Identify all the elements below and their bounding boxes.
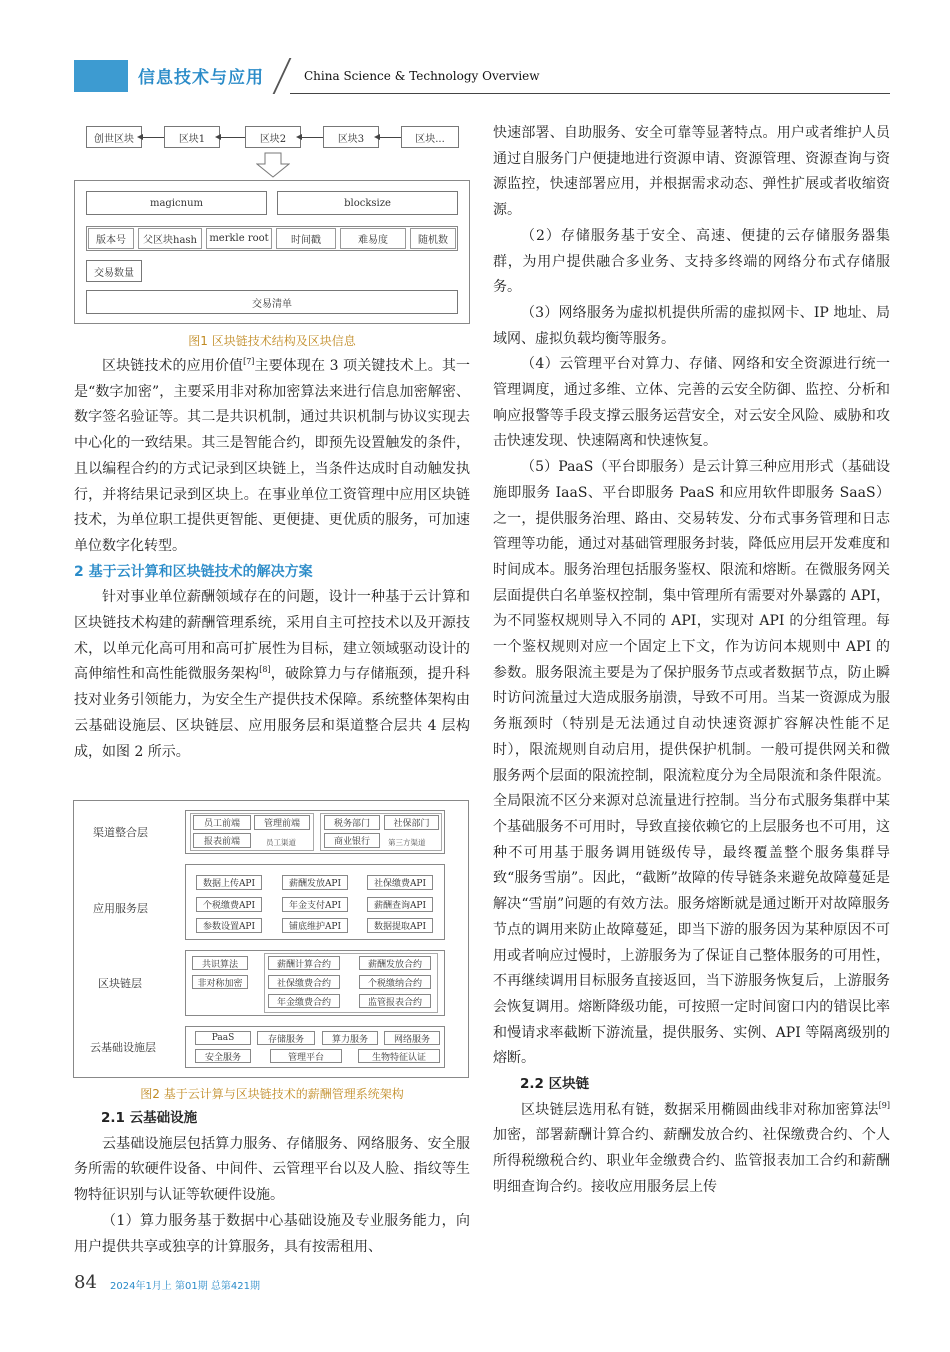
contract-item: 个税缴纳合约 bbox=[359, 975, 431, 989]
api-item: 数据提取API bbox=[367, 918, 433, 933]
field-nonce: 随机数 bbox=[410, 228, 456, 249]
paragraph: （1）算力服务基于数据中心基础设施及专业服务能力，向用户提供共享或独享的计算服务，具有按需租用、 bbox=[74, 1212, 470, 1255]
paragraph: （2）存储服务基于安全、高速、便捷的云存储服务器集群，为用户提供融合多业务、支持多终端的网络分布式存储服务。 bbox=[493, 227, 890, 296]
third-party-channel-tag: 第三方渠道 bbox=[388, 838, 426, 847]
subsection-heading: 2.2 区块链 bbox=[520, 1076, 590, 1093]
block-2: 区块2 bbox=[245, 126, 301, 148]
figure-2-caption: 图2 基于云计算与区块链技术的薪酬管理系统架构 bbox=[140, 1087, 404, 1101]
chain-item: 共识算法 bbox=[192, 956, 248, 970]
paragraph: 云基础设施层包括算力服务、存储服务、网络服务、安全服务所需的软硬件设备、中间件、云管理平台以及人脸、指纹等生物特征识别与认证等软硬件设施。 bbox=[74, 1135, 470, 1204]
chain-arrow bbox=[379, 137, 401, 138]
employee-channel-tag: 员工渠道 bbox=[266, 838, 296, 847]
layer-label-infra: 云基础设施层 bbox=[90, 1041, 156, 1054]
expand-arrow-icon bbox=[256, 152, 290, 178]
header-divider bbox=[273, 58, 292, 94]
infra-item: 存储服务 bbox=[257, 1031, 315, 1045]
chain-arrow bbox=[301, 137, 323, 138]
field-timestamp: 时间戳 bbox=[276, 228, 336, 249]
journal-section-title: 信息技术与应用 bbox=[138, 68, 264, 88]
channel-item: 社保部门 bbox=[384, 815, 439, 830]
paragraph: 区块链技术的应用价值[7]主要体现在 3 项关键技术上。其一是“数字加密”，主要采用非对称加密算法来进行信息加密解密、数字签名验证等。其二是共识机制，通过共识机制与协议实现去中心化的一致结果。其三是智能合约，即预先设置触发的条件，且以编程合约的方式记录到区块链上，当条件达成时自动触发执行，并将结果记录到区块上。在事业单位工资管理中应用区块链技术，为单位职工提供更智能、更便捷、更优质的服务，可加速单位数字化转型。 bbox=[74, 357, 470, 554]
api-item: 年金支付API bbox=[282, 897, 348, 912]
field-parent-hash: 父区块hash bbox=[138, 228, 202, 249]
channel-item: 报表前端 bbox=[193, 833, 251, 848]
field-version: 版本号 bbox=[88, 228, 134, 249]
field-blocksize: blocksize bbox=[277, 191, 458, 215]
field-magicnum: magicnum bbox=[86, 191, 267, 215]
field-difficulty: 难易度 bbox=[340, 228, 406, 249]
chain-arrow bbox=[142, 137, 164, 138]
figure-1-caption: 图1 区块链技术结构及区块信息 bbox=[188, 334, 356, 348]
layer-label-app: 应用服务层 bbox=[93, 902, 148, 915]
channel-item: 员工前端 bbox=[193, 815, 251, 830]
paragraph: 快速部署、自助服务、安全可靠等显著特点。用户或者维护人员通过自服务门户便捷地进行资源申请、资源管理、资源查询与资源监控，快速部署应用，并根据需求动态、弹性扩展或者收缩资源。 bbox=[493, 125, 890, 219]
field-tx-count: 交易数量 bbox=[86, 260, 142, 282]
infra-item: 安全服务 bbox=[195, 1049, 251, 1063]
channel-item: 商业银行 bbox=[324, 833, 380, 848]
infra-item: 算力服务 bbox=[322, 1031, 378, 1045]
field-merkle-root: merkle root bbox=[206, 228, 272, 249]
left-column-lower bbox=[74, 1106, 470, 1260]
block-1: 区块1 bbox=[164, 126, 220, 148]
block-genesis: 创世区块 bbox=[86, 126, 142, 148]
journal-english-title: China Science & Technology Overview bbox=[304, 69, 540, 83]
api-item: 数据上传API bbox=[196, 875, 262, 890]
api-item: 个税缴费API bbox=[196, 897, 262, 912]
issue-info: 2024年1月上 第01期 总第421期 bbox=[110, 1281, 260, 1292]
paragraph: （3）网络服务为虚拟机提供所需的虚拟网卡、IP 地址、局域网、虚拟负载均衡等服务。 bbox=[493, 304, 890, 347]
contract-item: 社保缴费合约 bbox=[268, 975, 340, 989]
paragraph: （4）云管理平台对算力、存储、网络和安全资源进行统一管理调度，通过多维、立体、完善的云安全防御、监控、分析和响应报警等手段支撑云服务运营安全，对云安全风险、威胁和攻击快速发现、快速隔离和快速恢复。 bbox=[493, 356, 890, 450]
contract-item: 薪酬发放合约 bbox=[359, 956, 431, 970]
field-tx-list: 交易清单 bbox=[86, 290, 458, 314]
page-number: 84 bbox=[74, 1272, 97, 1293]
chain-arrow bbox=[220, 137, 245, 138]
layer-label-channel: 渠道整合层 bbox=[93, 826, 148, 839]
api-item: 薪酬发放API bbox=[282, 875, 348, 890]
paragraph: 针对事业单位薪酬领域存在的问题，设计一种基于云计算和区块链技术构建的薪酬管理系统，采用自主可控技术以及开源技术，以单元化高可用和高可扩展性为目标，建立领域驱动设计的高伸缩性和高性能微服务架构[8]，破除算力与存储瓶颈，提升科技对业务引领能力，为安全生产提供技术保障。系统整体架构由云基础设施层、区块链层、应用服务层和渠道整合层共 4 层构成，如图 2 所示。 bbox=[74, 589, 471, 760]
section-heading: 2 基于云计算和区块链技术的解决方案 bbox=[74, 563, 313, 580]
right-column bbox=[493, 121, 890, 1201]
infra-item: 管理平台 bbox=[270, 1049, 342, 1063]
contract-item: 监管报表合约 bbox=[359, 994, 431, 1008]
api-item: 参数设置API bbox=[196, 918, 262, 933]
block-3: 区块3 bbox=[323, 126, 379, 148]
channel-item: 管理前端 bbox=[254, 815, 310, 830]
api-item: 铺底维护API bbox=[282, 918, 348, 933]
contract-item: 年金缴费合约 bbox=[268, 994, 340, 1008]
contract-item: 薪酬计算合约 bbox=[268, 956, 340, 970]
paragraph: （5）PaaS（平台即服务）是云计算三种应用形式（基础设施即服务 IaaS、平台即服务 PaaS 和应用软件即服务 SaaS）之一，提供服务治理、路由、交易转发、分布式事务管理和日志管理等功能，通过对基础管理服务封装，降低应用层开发难度和时间成本。服务治理包括服务鉴权、限流和熔断。在微服务网关层面提供白名单鉴权控制，集中管理所有需要对外暴露的 API，为不同鉴权规则导入不同的 API，实现对 API 的分组管理。每一个鉴权规则对应一个固定上下文，作为访问本规则中 API 的参数。服务限流主要是为了保护服务节点或者数据节点，防止瞬时访问流量过大造成服务崩溃，导致不可用。当某一资源成为服务瓶颈时（特别是无法通过自动快速资源扩容解决性能不足时），限流规则自动启用，提供保护机制。一般可提供网关和微服务两个层面的限流控制，限流粒度分为全局限流和条件限流。全局限流不区分来源对总流量进行控制。当分布式服务集群中某个基础服务不可用时，导致直接依赖它的上层服务也不可用，这种不可用基于服务调用链级传导，最终覆盖整个服务集群导致“服务雪崩”。因此，“截断”故障的传导链条来避免故障蔓延是解决“雪崩”问题的有效方法。服务熔断就是通过断开对故障服务节点的调用来防止故障蔓延，即当下游的服务因为某种原因不可用或者响应过慢时，上游服务为了保证自己整体服务的可用性，不再继续调用目标服务直接返回，当下游服务恢复后，上游服务会恢复调用。熔断降级功能，可按照一定时间窗口内的错误比率和慢请求率截断下游流量，提供服务、实例、API 等隔离级别的熔断。 bbox=[493, 459, 890, 1067]
subsection-heading: 2.1 云基础设施 bbox=[101, 1110, 198, 1126]
header-color-block bbox=[74, 60, 128, 92]
channel-item: 税务部门 bbox=[324, 815, 380, 830]
header-rule bbox=[290, 93, 890, 94]
block-more: 区块... bbox=[401, 126, 459, 148]
infra-item: 网络服务 bbox=[384, 1031, 440, 1045]
infra-item: PaaS bbox=[195, 1031, 251, 1045]
api-item: 社保缴费API bbox=[367, 875, 433, 890]
chain-item: 非对称加密 bbox=[192, 975, 248, 989]
left-column-upper bbox=[74, 354, 470, 765]
paragraph: 区块链层选用私有链，数据采用椭圆曲线非对称加密算法[9]加密，部署薪酬计算合约、薪酬发放合约、社保缴费合约、个人所得税缴税合约、职业年金缴费合约、监管报表加工合约和薪酬明细查询合约。接收应用服务层上传 bbox=[493, 1100, 890, 1195]
infra-item: 生物特征认证 bbox=[358, 1049, 440, 1063]
layer-label-chain: 区块链层 bbox=[98, 977, 142, 990]
api-item: 薪酬查询API bbox=[367, 897, 433, 912]
